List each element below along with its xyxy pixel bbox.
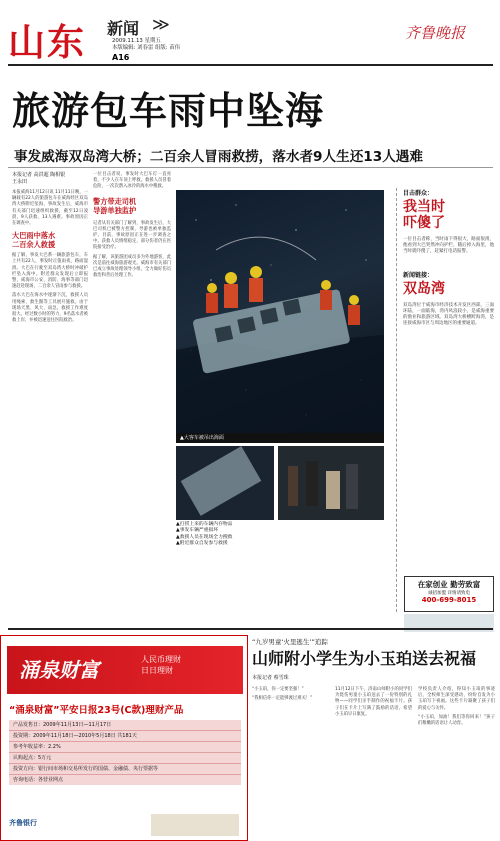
section-heading: 警方带走司机 导游单独监护 (93, 196, 137, 215)
ad-phone: 400-699-8015 (421, 596, 477, 604)
editor-text: 本版编辑: 刘春雷 组版: 苗伟 (112, 45, 181, 51)
story-kicker: “九岁男童‘火里逃生’”追踪 (252, 638, 328, 646)
sidebar-paragraph: 一位目击者称，当时雨下得很大，路面很滑，他看到大巴突然冲向护栏，随后掉入海里，他当时就吓傻了，赶紧打电话报警。 (403, 237, 494, 255)
article-paragraph: 一位目击者说，事发时大巴车灯一直亮着，不少人在车顶上呼救。救援人员冒着危险，一次次潜入冰冷的海水中搜救。 (93, 172, 171, 190)
story-paragraph: 学校负责人介绍，得知小玉珀的事迹后，全校师生深受感动，纷纷自发为小玉珀写下祝福。这些卡片凝聚了孩子们的爱心与关怀。 (418, 687, 495, 711)
header-rule (8, 64, 493, 66)
ad-item: 参考年收益率：2.2% (9, 742, 241, 753)
chevron-icon: ≫ (152, 15, 166, 35)
byline: 本报记者 高洪超 陶相银 王永田 (12, 172, 66, 185)
rescue-photo (176, 190, 384, 433)
ad-item: 投资方向：银行间市场和交易所发行的国债、金融债、央行票据等 (9, 764, 241, 775)
story-paragraph: “小玉珀，你一定要坚强！” (252, 687, 304, 692)
section-rule (8, 628, 493, 630)
section-heading: 大巴雨中落水 二百余人救援 (12, 231, 56, 250)
article-paragraph: 本报威海11月12日讯 11月11日晚，一辆载有22人的旅游包车在威海经区双岛湾大桥附近坠海，事故发生后，威海市有关部门迅速组织救援，截至12日凌晨，9人获救，13人遇难。事故原因正在调查中。 (12, 190, 88, 227)
ad-title: 在家创业 勤劳致富 (417, 580, 481, 589)
ad-emblem (151, 814, 239, 836)
ad-text: 诚招加盟 详情请致电 (428, 591, 470, 596)
story-paragraph: “小玉珀，加油！我们等你回来！”孩子们稚嫩的话语让人动容。 (418, 714, 495, 727)
divider (8, 167, 493, 168)
story-column (335, 687, 412, 727)
small-photo-row (176, 446, 384, 520)
ad-item: 投资期：2009年11月18日—2010年5月18日 共181天 (9, 731, 241, 742)
small-ad[interactable] (404, 576, 494, 612)
ad-item: 咨询电话：各营业网点 (13, 777, 64, 783)
article-paragraph: 据了解，该旅游团成员多为外地游客，此次是前往威海旅游观光。威海市有关部门已成立事故处理领导小组，全力做好伤员救治和善后处理工作。 (93, 254, 171, 279)
story-byline: 本报记者 蔡雪珠 (252, 675, 289, 681)
masthead-title: 山东 (8, 20, 86, 64)
sidebar-kicker: 目击群众： (403, 190, 434, 197)
small-photos-image (176, 446, 384, 520)
lead-subhead: 事发威海双岛湾大桥；二百余人冒雨救捞，落水者9人生还13人遇难 (14, 149, 423, 165)
article-paragraph: 落水大巴在海水中逐渐下沉，救援人员用绳索、救生圈等工具展开施救。由于现场天黑、风大、雨急，救援工作难度很大。经过数小时的努力，9名落水者被救上岸，并被迅速送往医院救治。 (12, 293, 88, 324)
article-column-1 (12, 190, 88, 324)
ad-item: 认购起点：5万元 (9, 753, 241, 764)
article-paragraph: 记者从有关部门了解到，事故发生后，大巴司机已被警方控制，导游也被单独监护。目前，事故原因正在进一步调查之中。获救人员情绪稳定，部分伤者仍在医院接受治疗。 (93, 220, 171, 251)
bank-ad[interactable] (0, 635, 248, 841)
rescue-scene-image (176, 190, 384, 433)
lead-headline: 旅游包车雨中坠海 (12, 89, 325, 133)
sidebar-kicker: 新闻链接： (403, 271, 434, 279)
date-text: 2009.11.13 星期五 (112, 38, 161, 44)
story-paragraph: “我相信你一定能够渡过难关！” (252, 696, 313, 702)
story-paragraph: 11月12日下午，济南山师附小的同学们为烧伤男童小玉珀送去了一份特别的礼物——同学们亲手制作的祝福卡片。孩子们在卡片上写满了鼓励的话语，希望小玉珀早日康复。 (335, 687, 412, 717)
sidebar-paragraph: 双岛湾位于威海市经济技术开发区西部，三面环陆，一面临海，湾内风浪较小，是威海重要的渔业和旅游区域。双岛湾大桥横跨海湾，是连接威海市区与周边地区的重要通道。 (403, 302, 494, 327)
second-story (252, 637, 495, 727)
sidebar (396, 188, 494, 612)
ad-items (9, 720, 241, 785)
article-paragraph: 据了解，事发大巴系一辆旅游包车，车上共有22人，事发时正值雨夜，路面湿滑。大巴在行驶至双岛湾大桥时冲破护栏坠入海中。附近群众发现后立即报警，威海市公安、消防、海事等部门迅速赶赴现场，二百余人冒雨参与救援。 (12, 253, 88, 290)
sidebar-quote: 双岛湾 (403, 280, 445, 297)
page-number: A16 (112, 53, 130, 62)
brand-logo: 齐鲁晚报 (405, 24, 466, 42)
ad-heading: “涌泉财富”平安日报23号(C款)理财产品 (9, 705, 184, 716)
ad-brand: 涌泉财富 (19, 658, 99, 682)
date-line (112, 38, 180, 52)
ad-slogan: 人民币理财 日日理财 (141, 655, 181, 675)
photo-caption: ▲大客车被吊出海面 (176, 433, 384, 443)
story-column (418, 687, 495, 727)
story-column (252, 687, 329, 727)
sidebar-quote: 我当时 吓傻了 (403, 199, 445, 231)
small-photo-caption: ▲打捞上来的车辆内存物品 ▲事发车辆严重损坏 ▲救援人员在现场全力搜救 ▲附近群众自发参与救援 (176, 522, 233, 546)
story-headline: 山师附小学生为小玉珀送去祝福 (252, 649, 477, 668)
ad-item: 产品发售日：2009年11月13日—11月17日 (9, 720, 241, 731)
article-column-2 (93, 172, 171, 279)
section-label: 新闻 (107, 19, 140, 38)
bank-name: 齐鲁银行 (9, 819, 37, 827)
